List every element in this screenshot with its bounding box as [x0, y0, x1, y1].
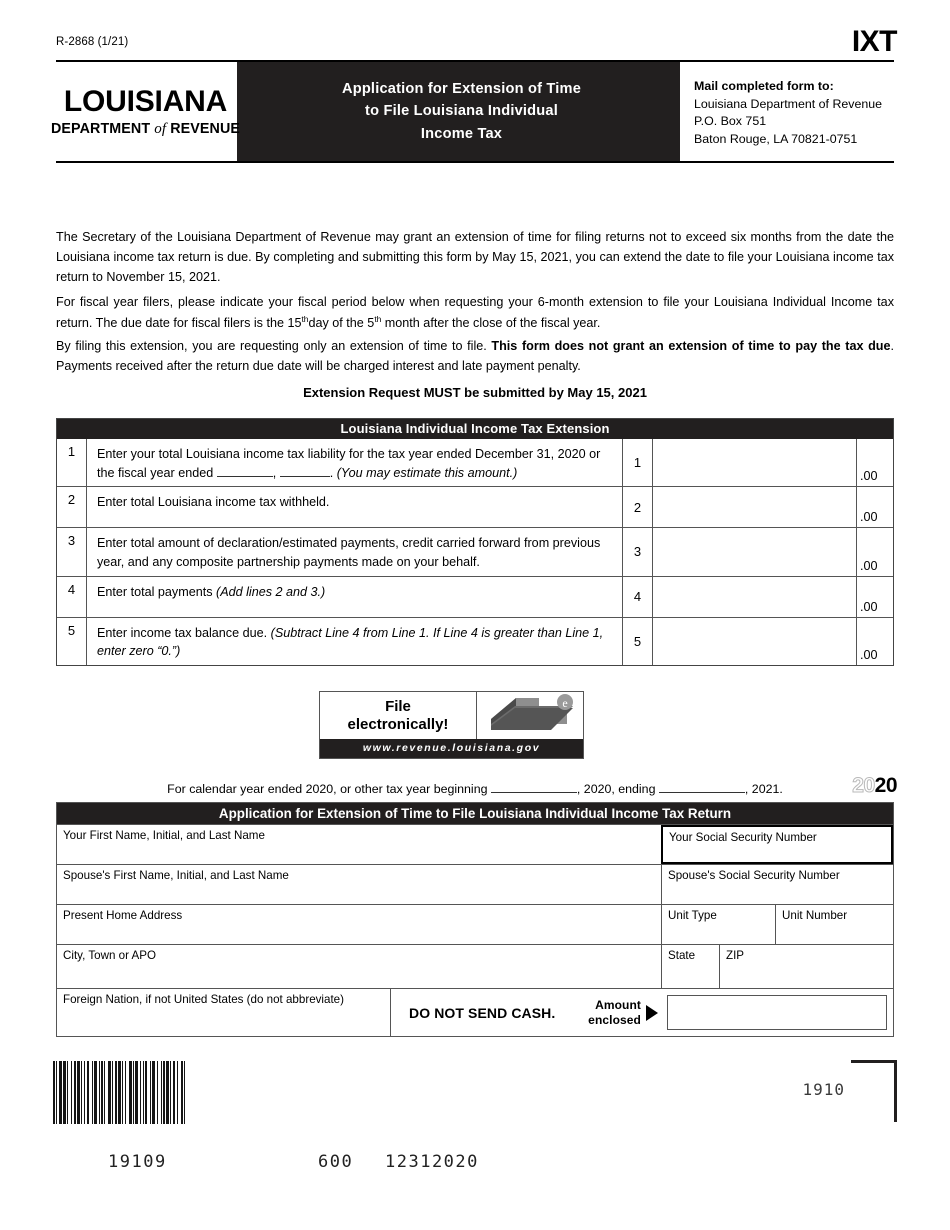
row-description-4 [87, 577, 623, 617]
cal-text-b: , 2020, ending [576, 782, 659, 796]
e-folder-icon [477, 692, 583, 739]
tax-table-title: Louisiana Individual Income Tax Extension [57, 419, 893, 439]
arrow-right-icon [646, 1005, 658, 1021]
unit-type-field[interactable] [662, 905, 776, 944]
cents-label-3: .00 [860, 558, 878, 573]
tax-extension-table [56, 418, 894, 666]
paragraph-3-bold-warning: This form does not grant an extension of time to pay the tax due [491, 339, 891, 353]
state-label: State [668, 949, 696, 962]
mailing-address-block [680, 62, 894, 161]
tax-year-bold-digits: 20 [874, 774, 897, 797]
zip-label: ZIP [726, 949, 745, 962]
taxpayer-info-table [56, 802, 894, 1037]
cal-text-c: , 2021. [744, 782, 783, 796]
svg-text:e: e [562, 696, 568, 710]
taxpayer-info-title: Application for Extension of Time to File Louisiana Individual Income Tax Return [57, 803, 893, 824]
row-2-text: Enter total Louisiana income tax withheld. [97, 495, 330, 510]
row-1-sep: , [272, 465, 280, 480]
amount-enclosed-label-line2: enclosed [588, 1012, 641, 1027]
row-1-text: Enter your total Louisiana income tax liability for the tax year ended December 31, 2020 or the fiscal year ended [97, 447, 601, 480]
efile-url[interactable]: www.revenue.louisiana.gov [320, 739, 583, 758]
no-cash-notice: DO NOT SEND CASH. [409, 1004, 556, 1021]
row-number-4: 4 [57, 577, 87, 617]
spouse-name-label: Spouse's First Name, Initial, and Last Name [63, 869, 289, 882]
paragraph-3-text-b: . Payments received after the return due date will be charged interest and late payment penalty. [56, 339, 895, 373]
table-row [57, 617, 893, 665]
row-1-italic-note: (You may estimate this amount.) [336, 465, 518, 480]
foreign-nation-label: Foreign Nation, if not United States [63, 993, 247, 1006]
row-description-1 [87, 439, 623, 486]
spouse-name-field[interactable] [57, 865, 662, 904]
line-number-1: 1 [623, 439, 653, 486]
fiscal-month-blank[interactable] [217, 465, 273, 477]
tax-year-end-blank[interactable] [659, 781, 745, 793]
spouse-ssn-label: Spouse's Social Security Number [668, 869, 840, 882]
state-field[interactable] [662, 945, 720, 988]
your-ssn-label: Your Social Security Number [669, 831, 817, 844]
logo-louisiana-text: LOUISIANA [63, 84, 228, 118]
spouse-ssn-field[interactable] [662, 865, 893, 904]
tax-year-badge [852, 775, 897, 796]
row-3-text: Enter total amount of declaration/estimated payments, credit carried forward from previous year, and any composite partnership payments made on your behalf. [97, 536, 601, 569]
mail-line-1: Louisiana Department of Revenue [694, 96, 883, 111]
ocr-code-left: 19109 [108, 1152, 167, 1172]
form-barcode [53, 1061, 210, 1124]
row-number-1: 1 [57, 439, 87, 486]
row-1-dot: . [329, 465, 337, 480]
ordinal-5th: th [374, 313, 382, 324]
line-number-2: 2 [623, 487, 653, 527]
mail-line-2: P.O. Box 751 [694, 114, 767, 129]
city-label: City, Town or APO [63, 949, 156, 962]
efile-top-row [320, 692, 583, 739]
row-description-2 [87, 487, 623, 527]
zip-field[interactable] [720, 945, 893, 988]
row-number-2: 2 [57, 487, 87, 527]
form-header [50, 60, 894, 163]
deadline-notice: Extension Request MUST be submitted by May 15, 2021 [303, 385, 647, 400]
paragraph-1-text: The Secretary of the Louisiana Department of Revenue may grant an extension of time for filing returns not to exceed six months from the date the Louisiana income tax return is due. By completing and submitting this form by May 15, 2021, you can extend the date to file your Louisiana income tax return to November 15, 2021. [56, 230, 894, 284]
home-address-row [57, 904, 893, 944]
ocr-code-mid: 600 [318, 1152, 354, 1172]
cents-label-1: .00 [860, 469, 878, 484]
tax-year-begin-blank[interactable] [491, 781, 577, 793]
paragraph-3-text-a: By filing this extension, you are requesting only an extension of time to file. [56, 339, 492, 353]
row-5-italic-note: (Subtract Line 4 from Line 1. If Line 4 is greater than Line 1, enter zero “0.”) [97, 625, 604, 659]
paragraph-2-text-a: For fiscal year filers, please indicate your fiscal period below when requesting your 6-month extension to file your Louisiana Individual Income tax return. The due date for fiscal filers is the 15 [56, 295, 894, 331]
tax-year-ghost-digits: 20 [852, 774, 875, 797]
home-address-label: Present Home Address [63, 909, 183, 922]
line-number-3: 3 [623, 528, 653, 575]
louisiana-dor-logo [50, 62, 243, 161]
city-state-zip-row [57, 944, 893, 988]
city-field[interactable] [57, 945, 662, 988]
cents-label-2: .00 [860, 510, 878, 525]
efile-line-1: File [385, 697, 411, 715]
cents-label-4: .00 [860, 599, 878, 614]
foreign-nation-payment-row [57, 988, 893, 1036]
form-title-line-2: to File Louisiana Individual [365, 103, 558, 120]
row-description-5 [87, 618, 623, 665]
paragraph-2-text-c: month after the close of the fiscal year. [381, 316, 601, 331]
unit-number-field[interactable] [776, 905, 893, 944]
fiscal-year-blank[interactable] [280, 465, 330, 477]
mail-line-3: Baton Rouge, LA 70821-0751 [694, 131, 858, 146]
registration-corner-mark [851, 1060, 897, 1122]
row-number-5: 5 [57, 618, 87, 665]
efile-line-2: electronically! [347, 715, 449, 733]
no-cash-notice-block [391, 989, 667, 1036]
home-address-field[interactable] [57, 905, 662, 944]
amount-input-line-5[interactable] [653, 618, 857, 665]
amount-input-line-4[interactable] [653, 577, 857, 617]
form-corner-number: 1910 [802, 1080, 845, 1099]
cal-text-a: For calendar year ended 2020, or other tax year beginning [167, 782, 491, 796]
row-description-3 [87, 528, 623, 575]
logo-of-word: of [154, 120, 167, 137]
paragraph-2-text-b: day of the 5 [308, 316, 375, 331]
amount-enclosed-label [588, 998, 646, 1027]
mail-heading: Mail completed form to: [694, 79, 834, 93]
unit-type-label: Unit Type [668, 909, 717, 922]
form-title-line-3: Income Tax [420, 125, 503, 142]
row-4-italic-note: (Add lines 2 and 3.) [216, 584, 326, 599]
spouse-name-row [57, 864, 893, 904]
logo-department-text [51, 122, 240, 137]
foreign-nation-field[interactable] [57, 989, 391, 1036]
amount-input-line-1[interactable] [653, 439, 857, 486]
line-number-4: 4 [623, 577, 653, 617]
table-row [57, 439, 893, 486]
your-name-field[interactable] [57, 825, 662, 864]
foreign-nation-note: (do not abbreviate) [246, 993, 344, 1006]
row-number-3: 3 [57, 528, 87, 575]
calendar-year-line [56, 781, 894, 796]
form-number: R-2868 (1/21) [56, 36, 129, 48]
form-code: IXT [851, 25, 897, 58]
file-electronically-badge[interactable] [319, 691, 584, 759]
form-title-block [243, 62, 680, 161]
paragraph-payment-warning [56, 337, 894, 377]
amount-enclosed-input[interactable] [667, 995, 887, 1030]
line-number-5: 5 [623, 618, 653, 665]
amount-enclosed-label-line1: Amount [595, 998, 641, 1013]
form-title-line-1: Application for Extension of Time [341, 81, 582, 98]
row-4-text: Enter total payments [97, 584, 217, 599]
table-row [57, 486, 893, 527]
logo-dept-post: REVENUE [166, 120, 241, 137]
logo-dept-pre: DEPARTMENT [50, 120, 155, 137]
ocr-code-right: 12312020 [385, 1152, 479, 1172]
efile-text-block [320, 692, 477, 739]
your-ssn-field[interactable] [661, 825, 893, 864]
unit-number-label: Unit Number [782, 909, 848, 922]
cents-label-5: .00 [860, 647, 878, 662]
row-5-text: Enter income tax balance due. [97, 625, 271, 640]
your-name-label: Your First Name, Initial, and Last Name [63, 829, 265, 842]
taxpayer-name-row [57, 824, 893, 864]
amount-input-line-2[interactable] [653, 487, 857, 527]
amount-input-line-3[interactable] [653, 528, 857, 575]
table-row [57, 576, 893, 617]
paragraph-fiscal-year [56, 293, 894, 334]
ordinal-15th: th [301, 313, 309, 324]
table-row [57, 527, 893, 575]
paragraph-secretary-extension [56, 228, 894, 288]
